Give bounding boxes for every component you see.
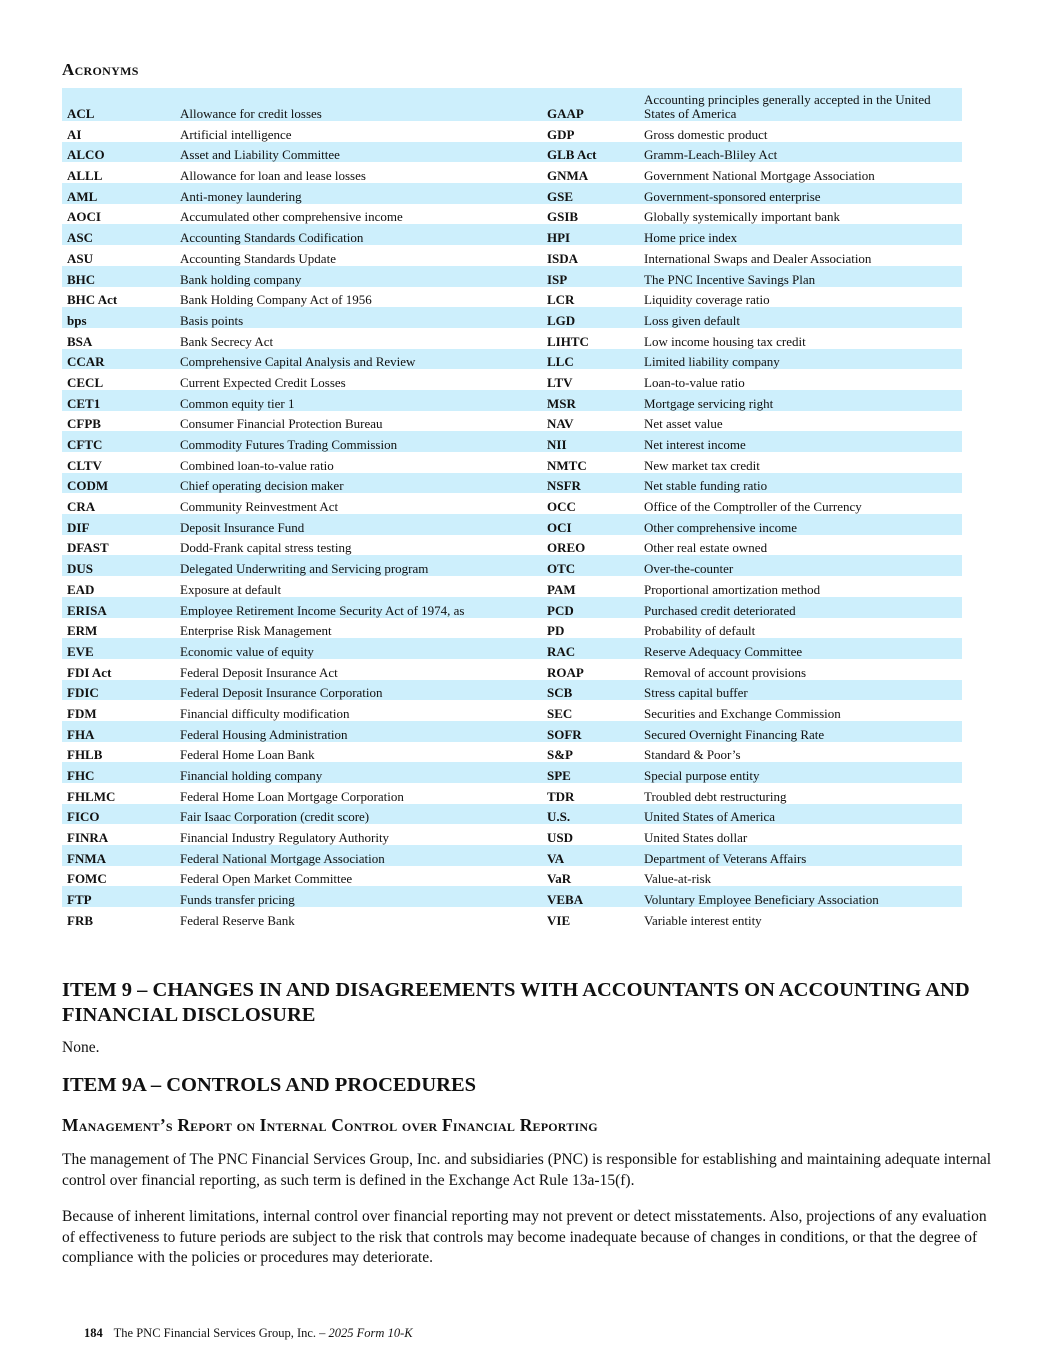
definition-cell: Federal Deposit Insurance Act: [180, 664, 338, 680]
definition-cell: Allowance for credit losses: [175, 88, 542, 121]
definition-cell: The PNC Incentive Savings Plan: [639, 266, 962, 287]
acronym-cell: CECL: [67, 374, 104, 390]
definition-cell: Funds transfer pricing: [175, 886, 542, 907]
acronym-cell: FTP: [62, 886, 175, 907]
acronym-cell: GSIB: [547, 209, 579, 225]
item9-heading: ITEM 9 – CHANGES IN AND DISAGREEMENTS WITH ACCOUNTANTS ON ACCOUNTING AND FINANCIAL DISCLOSURE: [62, 979, 970, 1026]
acronym-cell: GAAP: [542, 88, 639, 121]
table-row: [62, 204, 962, 225]
acronym-cell: VEBA: [542, 886, 639, 907]
table-row: [62, 411, 962, 432]
definition-cell: Economic value of equity: [175, 638, 542, 659]
table-row: [62, 535, 962, 556]
acronym-cell: FHLB: [67, 747, 103, 763]
acronym-cell: OCI: [542, 514, 639, 535]
table-row: [62, 783, 962, 804]
acronym-cell: BHC: [62, 266, 175, 287]
definition-cell: Employee Retirement Income Security Act of 1974, as: [175, 597, 542, 618]
acronyms-table-body: [62, 88, 962, 928]
definition-cell: Stress capital buffer: [639, 680, 962, 701]
definition-cell: Comprehensive Capital Analysis and Review: [175, 349, 542, 370]
acronym-cell: GSE: [542, 183, 639, 204]
definition-cell: Accounting Standards Update: [180, 250, 336, 266]
page-footer: [84, 1326, 413, 1341]
acronym-cell: LIHTC: [547, 333, 589, 349]
acronym-cell: NII: [542, 431, 639, 452]
table-row: [62, 307, 962, 328]
acronym-cell: GDP: [547, 126, 575, 142]
acronym-cell: AI: [67, 126, 82, 142]
acronym-cell: NAV: [547, 416, 574, 432]
acronym-cell: FRB: [67, 912, 93, 928]
definition-cell: Federal Deposit Insurance Corporation: [175, 680, 542, 701]
table-row: [62, 824, 962, 845]
definition-cell: Delegated Underwriting and Servicing program: [175, 555, 542, 576]
definition-cell: Special purpose entity: [639, 762, 962, 783]
acronym-cell: ASC: [62, 224, 175, 245]
definition-cell: Exposure at default: [180, 581, 282, 597]
acronym-cell: GNMA: [547, 168, 589, 184]
definition-cell: Enterprise Risk Management: [180, 623, 332, 639]
definition-cell: Proportional amortization method: [644, 581, 821, 597]
definition-cell: Bank Secrecy Act: [180, 333, 274, 349]
definition-cell: Troubled debt restructuring: [644, 788, 787, 804]
acronym-cell: DFAST: [67, 540, 109, 556]
acronym-cell: S&P: [547, 747, 573, 763]
definition-cell: Federal Open Market Committee: [180, 871, 353, 887]
table-row: [62, 762, 962, 783]
acronym-cell: SCB: [542, 680, 639, 701]
acronym-cell: SPE: [542, 762, 639, 783]
table-row: [62, 162, 962, 183]
management-report-paragraph-1: The management of The PNC Financial Services Group, Inc. and subsidiaries (PNC) is responsible for establishing and maintaining adequate internal control over financial reporting, as such term is defined in the Exchange Act Rule 13a-15(f).: [62, 1151, 992, 1189]
acronym-cell: AML: [62, 183, 175, 204]
acronym-cell: LLC: [542, 349, 639, 370]
definition-cell: Globally systemically important bank: [644, 209, 841, 225]
acronym-cell: PAM: [547, 581, 576, 597]
table-row: [62, 555, 962, 576]
item9a-heading: ITEM 9A – CONTROLS AND PROCEDURES: [62, 1074, 477, 1096]
acronym-cell: EVE: [62, 638, 175, 659]
management-report-heading: Management’s Report on Internal Control over Financial Reporting: [62, 1115, 598, 1135]
definition-cell: Other comprehensive income: [639, 514, 962, 535]
table-row: [62, 804, 962, 825]
definition-cell: Removal of account provisions: [644, 664, 807, 680]
definition-cell: Net stable funding ratio: [639, 473, 962, 494]
definition-cell: Federal Housing Administration: [175, 721, 542, 742]
definition-cell: Government National Mortgage Association: [644, 168, 875, 184]
table-row: [62, 638, 962, 659]
table-row: [62, 431, 962, 452]
definition-cell: Office of the Comptroller of the Currency: [644, 499, 862, 515]
table-row: [62, 700, 962, 721]
acronym-cell: ISP: [542, 266, 639, 287]
definition-cell: Consumer Financial Protection Bureau: [180, 416, 383, 432]
definition-cell: Over-the-counter: [639, 555, 962, 576]
footer-company: The PNC Financial Services Group, Inc. –: [113, 1326, 326, 1340]
acronym-cell: bps: [62, 307, 175, 328]
acronym-cell: HPI: [542, 224, 639, 245]
acronym-cell: CFPB: [67, 416, 101, 432]
table-row: [62, 886, 962, 907]
acronym-cell: ISDA: [547, 250, 579, 266]
definition-cell: New market tax credit: [644, 457, 760, 473]
definition-cell: Standard & Poor’s: [644, 747, 741, 763]
table-row: [62, 266, 962, 287]
table-row: [62, 224, 962, 245]
acronym-cell: NMTC: [547, 457, 587, 473]
definition-cell: Chief operating decision maker: [175, 473, 542, 494]
definition-cell: Combined loan-to-value ratio: [180, 457, 334, 473]
acronym-cell: CRA: [67, 499, 96, 515]
definition-cell: Accounting principles generally accepted in the United States of America: [639, 88, 962, 121]
acronym-cell: ALLL: [67, 168, 103, 184]
definition-cell: Accounting Standards Codification: [175, 224, 542, 245]
definition-cell: Deposit Insurance Fund: [175, 514, 542, 535]
table-row: [62, 866, 962, 887]
acronym-cell: FDIC: [62, 680, 175, 701]
acronym-cell: U.S.: [542, 804, 639, 825]
acronym-cell: AOCI: [67, 209, 101, 225]
definition-cell: Common equity tier 1: [175, 390, 542, 411]
acronym-cell: CODM: [62, 473, 175, 494]
acronym-cell: VaR: [547, 871, 572, 887]
definition-cell: Other real estate owned: [644, 540, 768, 556]
table-row: [62, 369, 962, 390]
table-row: [62, 121, 962, 142]
management-report-paragraph-2: Because of inherent limitations, internal control over financial reporting may not prevent or detect misstatements. Also, projections of any evaluation of effectiveness to future periods are subject to the risk that controls may become inadequate because of changes in conditions, or that the degree of compliance with the policies or procedures may deteriorate.: [62, 1208, 987, 1266]
table-row: [62, 245, 962, 266]
table-row: [62, 845, 962, 866]
table-row: [62, 742, 962, 763]
definition-cell: Federal Home Loan Mortgage Corporation: [180, 788, 404, 804]
acronym-cell: ASU: [67, 250, 94, 266]
definition-cell: Allowance for loan and lease losses: [180, 168, 366, 184]
acronym-cell: VA: [542, 845, 639, 866]
acronym-cell: SOFR: [542, 721, 639, 742]
acronym-cell: FHA: [62, 721, 175, 742]
table-row: [62, 328, 962, 349]
acronym-cell: ALCO: [62, 142, 175, 163]
acronym-cell: NSFR: [542, 473, 639, 494]
acronym-cell: LGD: [542, 307, 639, 328]
definition-cell: Value-at-risk: [644, 871, 712, 887]
acronym-cell: GLB Act: [542, 142, 639, 163]
acronym-cell: ROAP: [547, 664, 584, 680]
table-row: [62, 680, 962, 701]
definition-cell: United States dollar: [644, 830, 748, 846]
definition-cell: Accumulated other comprehensive income: [180, 209, 403, 225]
definition-cell: Federal National Mortgage Association: [175, 845, 542, 866]
acronym-cell: FHLMC: [67, 788, 116, 804]
table-row: [62, 452, 962, 473]
table-row: [62, 390, 962, 411]
acronym-cell: FOMC: [67, 871, 107, 887]
acronym-cell: USD: [547, 830, 574, 846]
acronym-cell: BHC Act: [67, 292, 118, 308]
acronym-cell: FDM: [67, 705, 97, 721]
definition-cell: Gross domestic product: [644, 126, 768, 142]
acronym-cell: CFTC: [62, 431, 175, 452]
definition-cell: Dodd-Frank capital stress testing: [180, 540, 352, 556]
definition-cell: Department of Veterans Affairs: [639, 845, 962, 866]
acronym-cell: BSA: [67, 333, 93, 349]
table-row: [62, 142, 962, 163]
definition-cell: United States of America: [639, 804, 962, 825]
acronym-cell: FDI Act: [67, 664, 112, 680]
table-row: [62, 659, 962, 680]
acronym-cell: OREO: [547, 540, 586, 556]
definition-cell: Net interest income: [639, 431, 962, 452]
definition-cell: Probability of default: [644, 623, 756, 639]
acronym-cell: TDR: [547, 788, 575, 804]
definition-cell: Voluntary Employee Beneficiary Association: [639, 886, 962, 907]
table-row: [62, 721, 962, 742]
table-row: [62, 349, 962, 370]
acronym-cell: FNMA: [62, 845, 175, 866]
table-row: [62, 88, 962, 121]
acronym-cell: EAD: [67, 581, 95, 597]
acronym-cell: ERISA: [62, 597, 175, 618]
definition-cell: Net asset value: [644, 416, 723, 432]
definition-cell: International Swaps and Dealer Association: [644, 250, 872, 266]
acronym-cell: OTC: [542, 555, 639, 576]
definition-cell: Mortgage servicing right: [639, 390, 962, 411]
definition-cell: Artificial intelligence: [180, 126, 292, 142]
definition-cell: Financial Industry Regulatory Authority: [180, 830, 390, 846]
definition-cell: Loss given default: [639, 307, 962, 328]
acronyms-heading: Acronyms: [62, 60, 139, 79]
definition-cell: Financial holding company: [175, 762, 542, 783]
definition-cell: Secured Overnight Financing Rate: [639, 721, 962, 742]
definition-cell: Securities and Exchange Commission: [644, 705, 841, 721]
acronym-cell: DIF: [62, 514, 175, 535]
definition-cell: Federal Reserve Bank: [180, 912, 295, 928]
acronym-cell: CET1: [62, 390, 175, 411]
definition-cell: Bank holding company: [175, 266, 542, 287]
definition-cell: Home price index: [639, 224, 962, 245]
acronym-cell: SEC: [547, 705, 573, 721]
acronym-cell: LCR: [547, 292, 575, 308]
acronym-cell: FHC: [62, 762, 175, 783]
definition-cell: Basis points: [175, 307, 542, 328]
definition-cell: Low income housing tax credit: [644, 333, 806, 349]
table-row: [62, 907, 962, 928]
acronym-cell: MSR: [542, 390, 639, 411]
table-row: [62, 493, 962, 514]
acronym-cell: ERM: [67, 623, 98, 639]
definition-cell: Anti-money laundering: [175, 183, 542, 204]
definition-cell: Bank Holding Company Act of 1956: [180, 292, 372, 308]
acronym-cell: DUS: [62, 555, 175, 576]
item9-body: None.: [62, 1039, 100, 1056]
acronym-cell: FICO: [62, 804, 175, 825]
page-number: 184: [84, 1326, 103, 1340]
acronyms-table: [62, 88, 962, 928]
acronym-cell: PD: [547, 623, 565, 639]
table-row: [62, 618, 962, 639]
definition-cell: Fair Isaac Corporation (credit score): [175, 804, 542, 825]
table-row: [62, 287, 962, 308]
definition-cell: Government-sponsored enterprise: [639, 183, 962, 204]
definition-cell: Current Expected Credit Losses: [180, 374, 346, 390]
definition-cell: Federal Home Loan Bank: [180, 747, 315, 763]
acronym-cell: FINRA: [67, 830, 109, 846]
acronym-cell: LTV: [547, 374, 573, 390]
definition-cell: Gramm-Leach-Bliley Act: [639, 142, 962, 163]
definition-cell: Purchased credit deteriorated: [639, 597, 962, 618]
definition-cell: Limited liability company: [639, 349, 962, 370]
table-row: [62, 183, 962, 204]
acronym-cell: ACL: [62, 88, 175, 121]
acronym-cell: PCD: [542, 597, 639, 618]
definition-cell: Variable interest entity: [644, 912, 762, 928]
acronym-cell: OCC: [547, 499, 576, 515]
definition-cell: Community Reinvestment Act: [180, 499, 339, 515]
acronym-cell: CCAR: [62, 349, 175, 370]
table-row: [62, 473, 962, 494]
definition-cell: Liquidity coverage ratio: [644, 292, 770, 308]
table-row: [62, 514, 962, 535]
definition-cell: Loan-to-value ratio: [644, 374, 745, 390]
definition-cell: Asset and Liability Committee: [175, 142, 542, 163]
footer-form: 2025 Form 10-K: [328, 1326, 413, 1340]
acronym-cell: RAC: [542, 638, 639, 659]
table-row: [62, 597, 962, 618]
definition-cell: Financial difficulty modification: [180, 705, 350, 721]
acronym-cell: VIE: [547, 912, 571, 928]
definition-cell: Reserve Adequacy Committee: [639, 638, 962, 659]
acronym-cell: CLTV: [67, 457, 102, 473]
definition-cell: Commodity Futures Trading Commission: [175, 431, 542, 452]
table-row: [62, 576, 962, 597]
